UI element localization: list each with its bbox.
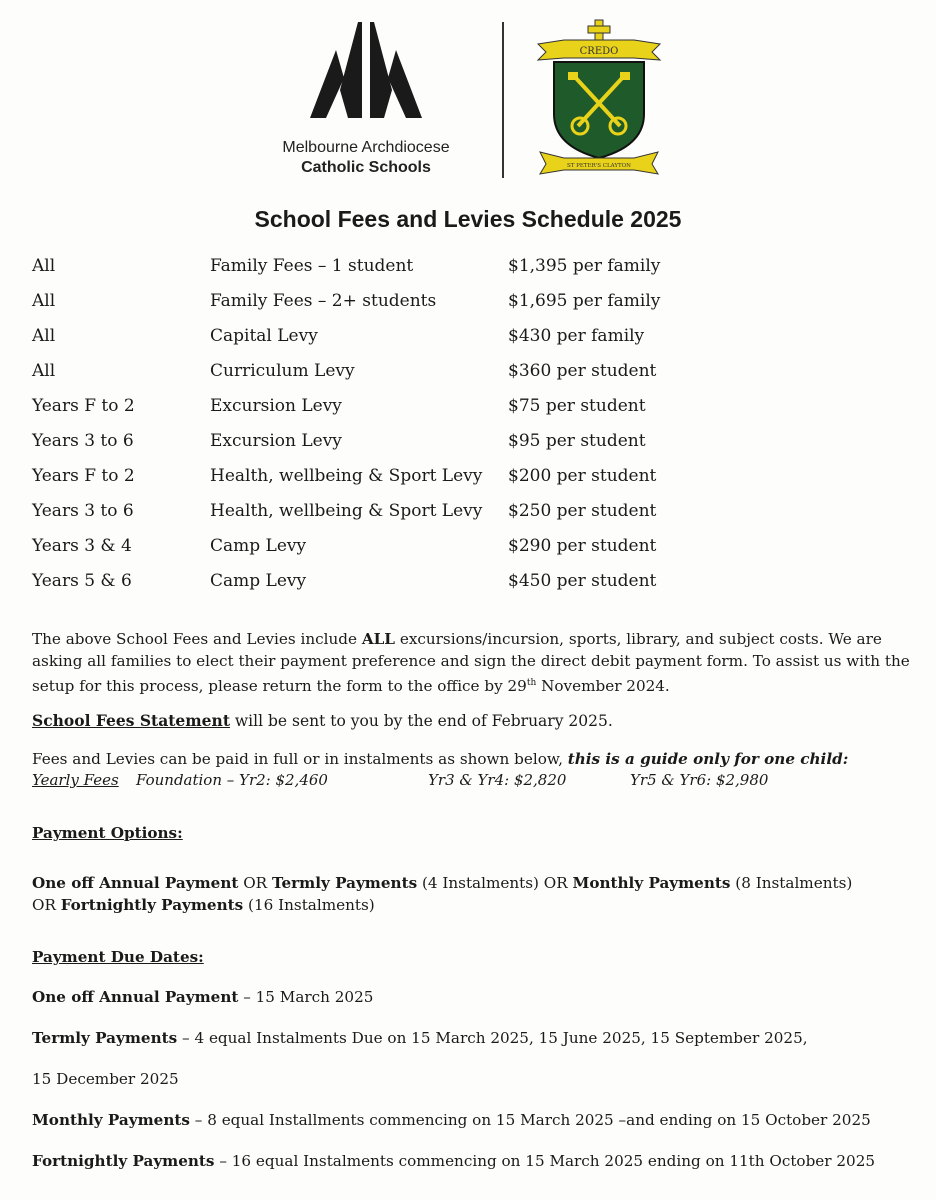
- intro-text-all: ALL: [361, 630, 395, 648]
- option-fortnightly: Fortnightly Payments: [60, 896, 244, 914]
- fee-years: All: [32, 291, 56, 311]
- fee-amount: $75 per student: [508, 396, 646, 416]
- fee-years: Years F to 2: [32, 396, 135, 416]
- school-crest-icon: [534, 18, 664, 176]
- fee-item: Health, wellbeing & Sport Levy: [210, 466, 483, 486]
- svg-text:CREDO: CREDO: [579, 46, 619, 57]
- mac-logo-icon: [296, 20, 436, 122]
- fee-row: [32, 287, 732, 322]
- fee-row: [32, 497, 732, 532]
- intro-text-sup: th: [526, 678, 537, 688]
- due-annual-text: – 15 March 2025: [238, 988, 374, 1006]
- option-or-2: OR: [32, 896, 61, 914]
- yearly-fees-yr56: Yr5 & Yr6: $2,980: [630, 771, 769, 789]
- yearly-fees-label: Yearly Fees: [32, 771, 119, 789]
- option-annual: One off Annual Payment: [32, 874, 239, 892]
- fee-row: [32, 532, 732, 567]
- payment-options-list: [32, 872, 912, 916]
- instalments-text: Fees and Levies can be paid in full or in instalments as shown below,: [32, 750, 568, 768]
- due-monthly: [32, 1109, 912, 1131]
- due-fortnightly-label: Fortnightly Payments: [32, 1152, 215, 1170]
- due-termly: [32, 1027, 912, 1049]
- fee-item: Family Fees – 2+ students: [210, 291, 437, 311]
- fee-row: [32, 462, 732, 497]
- fee-amount: $95 per student: [508, 431, 646, 451]
- fee-years: Years 3 to 6: [32, 431, 134, 451]
- intro-text-a: The above School Fees and Levies include: [32, 630, 362, 648]
- fee-amount: $450 per student: [508, 571, 657, 591]
- fee-amount: $1,695 per family: [508, 291, 661, 311]
- fee-years: All: [32, 326, 56, 346]
- fee-row: [32, 357, 732, 392]
- svg-text:ST PETER'S CLAYTON: ST PETER'S CLAYTON: [567, 163, 631, 169]
- due-annual: [32, 986, 912, 1008]
- fees-table: [32, 252, 732, 602]
- option-or: OR: [238, 874, 272, 892]
- intro-paragraph: [32, 628, 912, 697]
- due-fortnightly-text: – 16 equal Instalments commencing on 15 March 2025 ending on 11th October 2025: [214, 1152, 876, 1170]
- fee-amount: $250 per student: [508, 501, 657, 521]
- due-dates-heading: Payment Due Dates:: [32, 948, 204, 966]
- fee-row: [32, 427, 732, 462]
- fee-item: Camp Levy: [210, 571, 307, 591]
- fee-item: Excursion Levy: [210, 396, 342, 416]
- yearly-fees-yr34: Yr3 & Yr4: $2,820: [428, 771, 567, 789]
- fee-item: Family Fees – 1 student: [210, 256, 414, 276]
- due-monthly-text: – 8 equal Installments commencing on 15 March 2025 –and ending on 15 October 2025: [189, 1111, 871, 1129]
- instalments-emphasis: this is a guide only for one child:: [567, 750, 849, 768]
- fee-row: [32, 392, 732, 427]
- fee-amount: $1,395 per family: [508, 256, 661, 276]
- fee-years: Years 3 to 6: [32, 501, 134, 521]
- due-termly-text: – 4 equal Instalments Due on 15 March 2025, 15 June 2025, 15 September 2025,: [177, 1029, 808, 1047]
- fee-item: Camp Levy: [210, 536, 307, 556]
- org-name: [250, 138, 482, 178]
- option-termly: Termly Payments: [271, 874, 418, 892]
- fee-amount: $430 per family: [508, 326, 645, 346]
- fee-row: [32, 252, 732, 287]
- org-name-line1: Melbourne Archdiocese: [282, 139, 450, 156]
- option-fortnightly-note: (16 Instalments): [243, 896, 375, 914]
- fee-row: [32, 567, 732, 602]
- option-monthly: Monthly Payments: [572, 874, 731, 892]
- statement-label: School Fees Statement: [32, 711, 230, 730]
- page-title: School Fees and Levies Schedule 2025: [254, 206, 682, 232]
- org-name-line2: Catholic Schools: [301, 159, 431, 176]
- statement-line: [32, 710, 912, 732]
- fee-years: Years F to 2: [32, 466, 135, 486]
- intro-text-c: excursions/incursion, sports, library, and subject costs. We are asking all families to elect their payment preference and sign the direct debit payment form. To assist us with the setup for this process, please return the form to the office by 29: [32, 630, 910, 696]
- due-fortnightly: [32, 1150, 912, 1172]
- fee-amount: $200 per student: [508, 466, 657, 486]
- instalments-line: [32, 748, 912, 770]
- due-monthly-label: Monthly Payments: [32, 1111, 190, 1129]
- payment-options-heading: Payment Options:: [32, 824, 183, 842]
- fee-item: Curriculum Levy: [210, 361, 355, 381]
- header-divider: [502, 22, 504, 178]
- intro-text-d: November 2024.: [536, 677, 670, 696]
- fee-item: Capital Levy: [210, 326, 318, 346]
- fee-amount: $290 per student: [508, 536, 657, 556]
- fee-row: [32, 322, 732, 357]
- fee-years: Years 3 & 4: [32, 536, 132, 556]
- option-termly-note: (4 Instalments) OR: [417, 874, 573, 892]
- due-annual-label: One off Annual Payment: [32, 988, 239, 1006]
- fee-amount: $360 per student: [508, 361, 657, 381]
- yearly-fees-foundation: Foundation – Yr2: $2,460: [136, 771, 328, 789]
- fee-years: All: [32, 361, 56, 381]
- fee-item: Excursion Levy: [210, 431, 342, 451]
- fee-years: Years 5 & 6: [32, 571, 132, 591]
- statement-text: will be sent to you by the end of February 2025.: [229, 712, 613, 730]
- option-monthly-note: (8 Instalments): [730, 874, 853, 892]
- fee-item: Health, wellbeing & Sport Levy: [210, 501, 483, 521]
- due-termly-label: Termly Payments: [32, 1029, 178, 1047]
- fee-years: All: [32, 256, 56, 276]
- due-termly-cont: 15 December 2025: [32, 1070, 179, 1088]
